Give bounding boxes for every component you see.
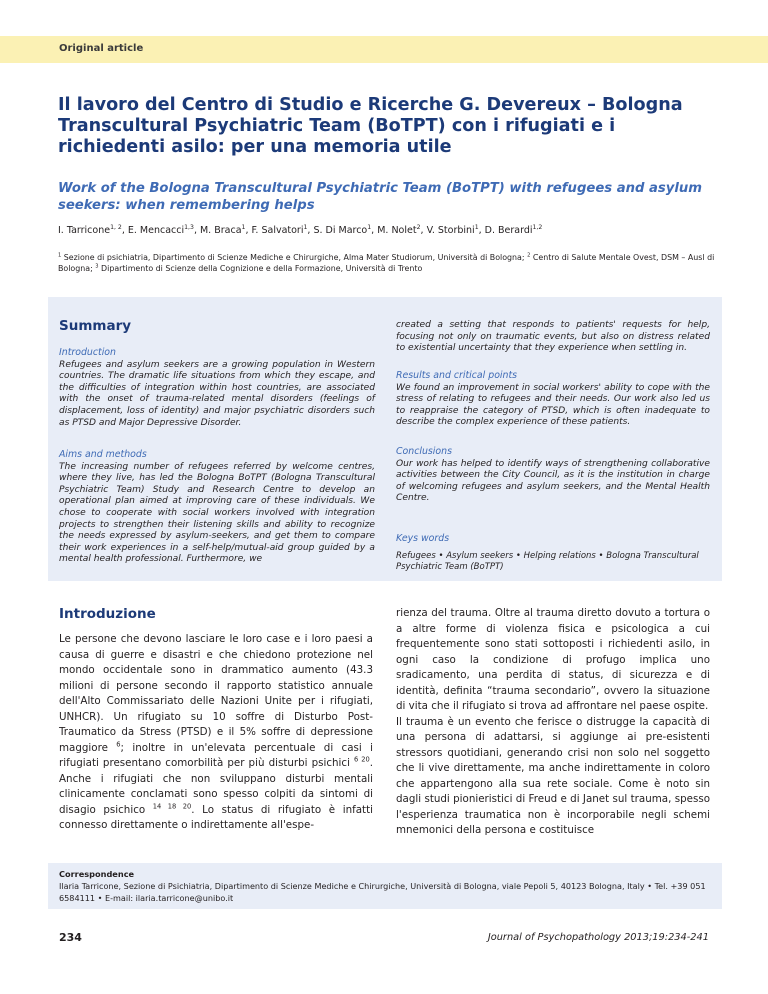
abstract-introduction [59, 347, 375, 429]
abstract-results-text: We found an improvement in social workers' ability to cope with the stress of relating to refugees and their needs. Our work also led us to reappraise the category of PTSD, which is often inadequate to describe the complex experience of these patients. [396, 382, 710, 428]
article-title: Il lavoro del Centro di Studio e Ricerche G. Devereux – Bologna Transcultural Psychiatric Team (BoTPT) con i rifugiati e i richiedenti asilo: per una memoria utile [58, 95, 683, 157]
author: F. Salvatori$^1$ [251, 223, 308, 236]
correspondence-heading: Correspondence [59, 869, 135, 879]
intro-paragraph: rienza del trauma. Oltre al trauma diretto dovuto a tortura o a altre forme di violenza fisica e psicologica a cui frequentemente sono stati sottoposti i richiedenti asilo, in ogni caso la condizione di profugo implica uno sradicamento, una perdita di status, di sicurezza e di identità, definita “trauma secondario”, ovvero la situazione di vita che il rifugiato si trova ad affrontare nel paese ospite. [396, 607, 710, 712]
journal-reference: Journal of Psychopathology 2013;19:234-241 [487, 932, 709, 943]
abstract-conclusions-text: Our work has helped to identify ways of strengthening collaborative activities between the City Council, as it is the institution in charge of welcoming refugees and asylum seekers, and the Mental Health Centre. [396, 458, 710, 504]
abstract-introduction-text: Refugees and asylum seekers are a growing population in Western countries. The dramatic life situations from which they escape, and the difficulties of integration within host countries, are associated with the onset of trauma-related mental disorders (feelings of displacement, loss of identity) and major psychiatric disorders such as PTSD and Major Depressive Disorder. [59, 359, 375, 428]
abstract-introduction-heading: Introduction [59, 347, 116, 358]
author: V. Storbini$^1$ [426, 223, 479, 236]
abstract-aims-heading: Aims and methods [59, 449, 147, 460]
abstract-conclusions-heading: Conclusions [396, 446, 452, 457]
abstract-keywords [396, 533, 710, 574]
abstract-conclusions [396, 446, 710, 505]
abstract-results-heading: Results and critical points [396, 370, 518, 381]
author: S. Di Marco$^1$ [313, 223, 372, 236]
correspondence-text: Ilaria Tarricone, Sezione di Psichiatria, Dipartimento di Scienze Mediche e Chirurgiche, Università di Bologna, viale Pepoli 5, 40123 Bologna, Italy • Tel. +39 051 6584111 • E-mail: ilaria.tarricone@unibo.it [59, 881, 706, 903]
intro-right-column [396, 606, 710, 839]
section-band [0, 36, 768, 63]
correspondence-box [48, 863, 722, 909]
author: M. Nolet$^2$ [377, 223, 421, 236]
article-subtitle: Work of the Bologna Transcultural Psychiatric Team (BoTPT) with refugees and asylum seekers: when remembering helps [58, 181, 703, 213]
author: D. Berardi$^{1,2}$ [484, 223, 543, 236]
author: E. Mencacci$^{1,3}$ [127, 223, 194, 236]
abstract-aims-continued [396, 320, 710, 355]
author: I. Tarricone$^{1, 2}$ [58, 223, 122, 236]
introduction-heading: Introduzione [59, 606, 156, 622]
keywords-text: Refugees • Asylum seekers • Helping relations • Bologna Transcultural Psychiatric Team (BoTPT) [396, 550, 699, 573]
abstract-aims-cont-text: created a setting that responds to patients' requests for help, focusing not only on traumatic events, but also on distress related to existential uncertainty that they experience when settling in. [396, 320, 710, 354]
section-label: Original article [59, 43, 144, 54]
abstract-aims [59, 449, 375, 566]
abstract-results [396, 370, 710, 429]
affiliations: $^1$ Sezione di psichiatria, Dipartimento di Scienze Mediche e Chirurgiche, Alma Mater Studiorum, Università di Bologna; $^2$ Centro di Salute Mentale Ovest, DSM – Ausl di Bologna; $^3$ Dipartimento di Scienze della Cognizione e della Formazione, Università di Trento [58, 252, 715, 273]
intro-paragraph: Il trauma è un evento che ferisce o distrugge la capacità di una persona di adattarsi, si aggiunge ai pre-esistenti stressors quotidiani, generando crisi non solo nel soggetto che li vive direttamente, ma anche indirettamente in coloro che appartengono alla sua rete sociale. Come è noto sin dagli studi pionieristici di Freud e di Janet sul trauma, spesso l'esperienza traumatica non è incorporabile negli schemi mnemonici della persona e costituisce [396, 715, 710, 836]
summary-heading: Summary [59, 318, 132, 334]
keywords-heading: Keys words [396, 533, 450, 544]
author: M. Braca$^1$ [199, 223, 246, 236]
page-number: 234 [59, 931, 82, 944]
abstract-aims-text: The increasing number of refugees referred by welcome centres, where they live, has led the Bologna BoTPT (Bologna Transcultural Psychiatric Team) Study and Research Centre to develop an operational plan aimed at improving care of these individuals. We chose to cooperate with social workers involved with integration projects to strengthen their listening skills and ability to recognize the needs expressed by asylum-seekers, and get them to compare their work experiences in a self-help/mutual-aid group guided by a mental health professional. Furthermore, we [59, 461, 375, 565]
author-list: I. Tarricone$^{1, 2}$, E. Mencacci$^{1,3}$, M. Braca$^1$, F. Salvatori$^1$, S. Di Marco$^1$, M. Nolet$^2$, V. Storbini$^1$, D. Berardi$^{1,2}$ [58, 223, 543, 236]
intro-left-column: Le persone che devono lasciare le loro case e i loro paesi a causa di guerre e disastri e che chiedono protezione nel mondo occidentale sono in drammatico aumento (43.3 milioni di persone secondo il rapporto statistico annuale dell'Alto Commissariato delle Nazioni Unite per i rifugiati, UNHCR). Un rifugiato su 10 soffre di Disturbo Post-Traumatico da Stress (PTSD) e il 5% soffre di depressione maggiore $^6$; inoltre in un'elevata percentuale di casi i rifugiati presentano comorbilità per più disturbi psichici $^{6 20}$. Anche i rifugiati che non sviluppano disturbi mentali clinicamente conclamati sono spesso colpiti da sintomi di disagio psichico $^{14 18 20}$. Lo status di rifugiato è infatti connesso direttamente o indirettamente all'espe- [59, 633, 374, 831]
